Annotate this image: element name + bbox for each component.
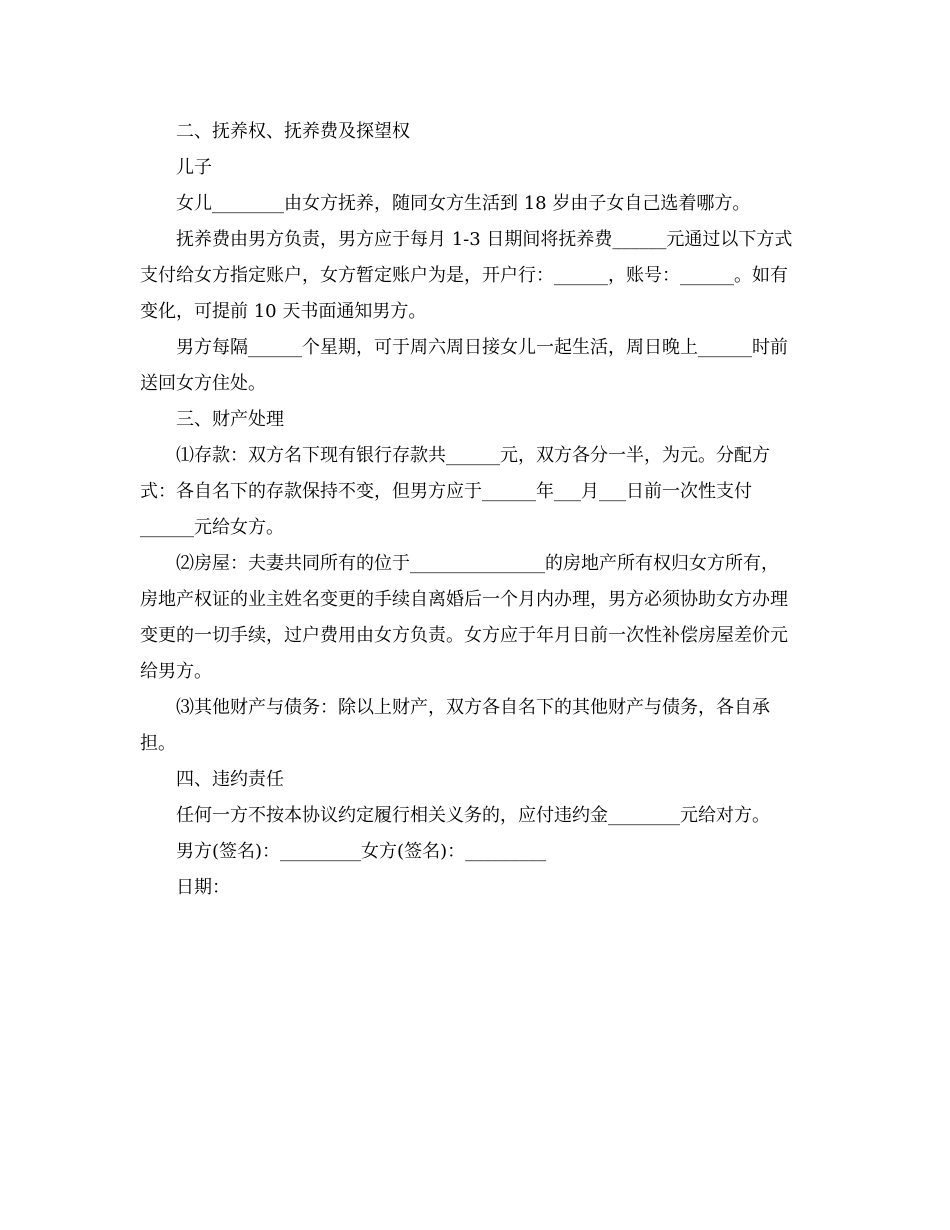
visitation-paragraph-line-1: 男方每隔______个星期，可于周六周日接女儿一起生活，周日晚上______时前 xyxy=(176,337,788,358)
signature-line: 男方(签名)：_________女方(签名)：_________ xyxy=(176,841,547,862)
breach-penalty-line: 任何一方不按本协议约定履行相关义务的，应付违约金________元给对方。 xyxy=(176,805,770,826)
other-property-paragraph-line-2: 担。 xyxy=(140,733,176,754)
deposit-paragraph-line-1: ⑴存款：双方名下现有银行存款共______元，双方各分一半，为元。分配方 xyxy=(176,445,770,466)
deposit-paragraph-line-3: ______元给女方。 xyxy=(140,517,284,538)
date-line: 日期： xyxy=(176,877,230,898)
visitation-paragraph-line-2: 送回女方住处。 xyxy=(140,373,266,394)
house-paragraph-line-4: 给男方。 xyxy=(140,661,212,682)
house-paragraph-line-1: ⑵房屋：夫妻共同所有的位于_______________的房地产所有权归女方所有， xyxy=(176,553,779,574)
support-payment-paragraph-line-2: 支付给女方指定账户，女方暂定账户为是，开户行：______，账号：______。如有 xyxy=(140,265,788,286)
section-heading-property: 三、财产处理 xyxy=(176,409,284,430)
deposit-paragraph-line-2: 式：各自名下的存款保持不变，但男方应于______年___月___日前一次性支付 xyxy=(140,481,752,502)
house-paragraph-line-2: 房地产权证的业主姓名变更的手续自离婚后一个月内办理，男方必须协助女方办理 xyxy=(140,589,788,610)
support-payment-paragraph-line-1: 抚养费由男方负责，男方应于每月 1-3 日期间将抚养费______元通过以下方式 xyxy=(176,229,793,250)
daughter-custody-line: 女儿________由女方抚养，随同女方生活到 18 岁由子女自己选着哪方。 xyxy=(176,193,751,214)
section-heading-breach: 四、违约责任 xyxy=(176,769,284,790)
other-property-paragraph-line-1: ⑶其他财产与债务：除以上财产，双方各自名下的其他财产与债务，各自承 xyxy=(176,697,770,718)
son-line: 儿子 xyxy=(176,157,212,178)
section-heading-custody: 二、抚养权、抚养费及探望权 xyxy=(176,121,410,142)
support-payment-paragraph-line-3: 变化，可提前 10 天书面通知男方。 xyxy=(140,301,427,322)
house-paragraph-line-3: 变更的一切手续，过户费用由女方负责。女方应于年月日前一次性补偿房屋差价元 xyxy=(140,625,788,646)
document-body xyxy=(140,114,812,906)
